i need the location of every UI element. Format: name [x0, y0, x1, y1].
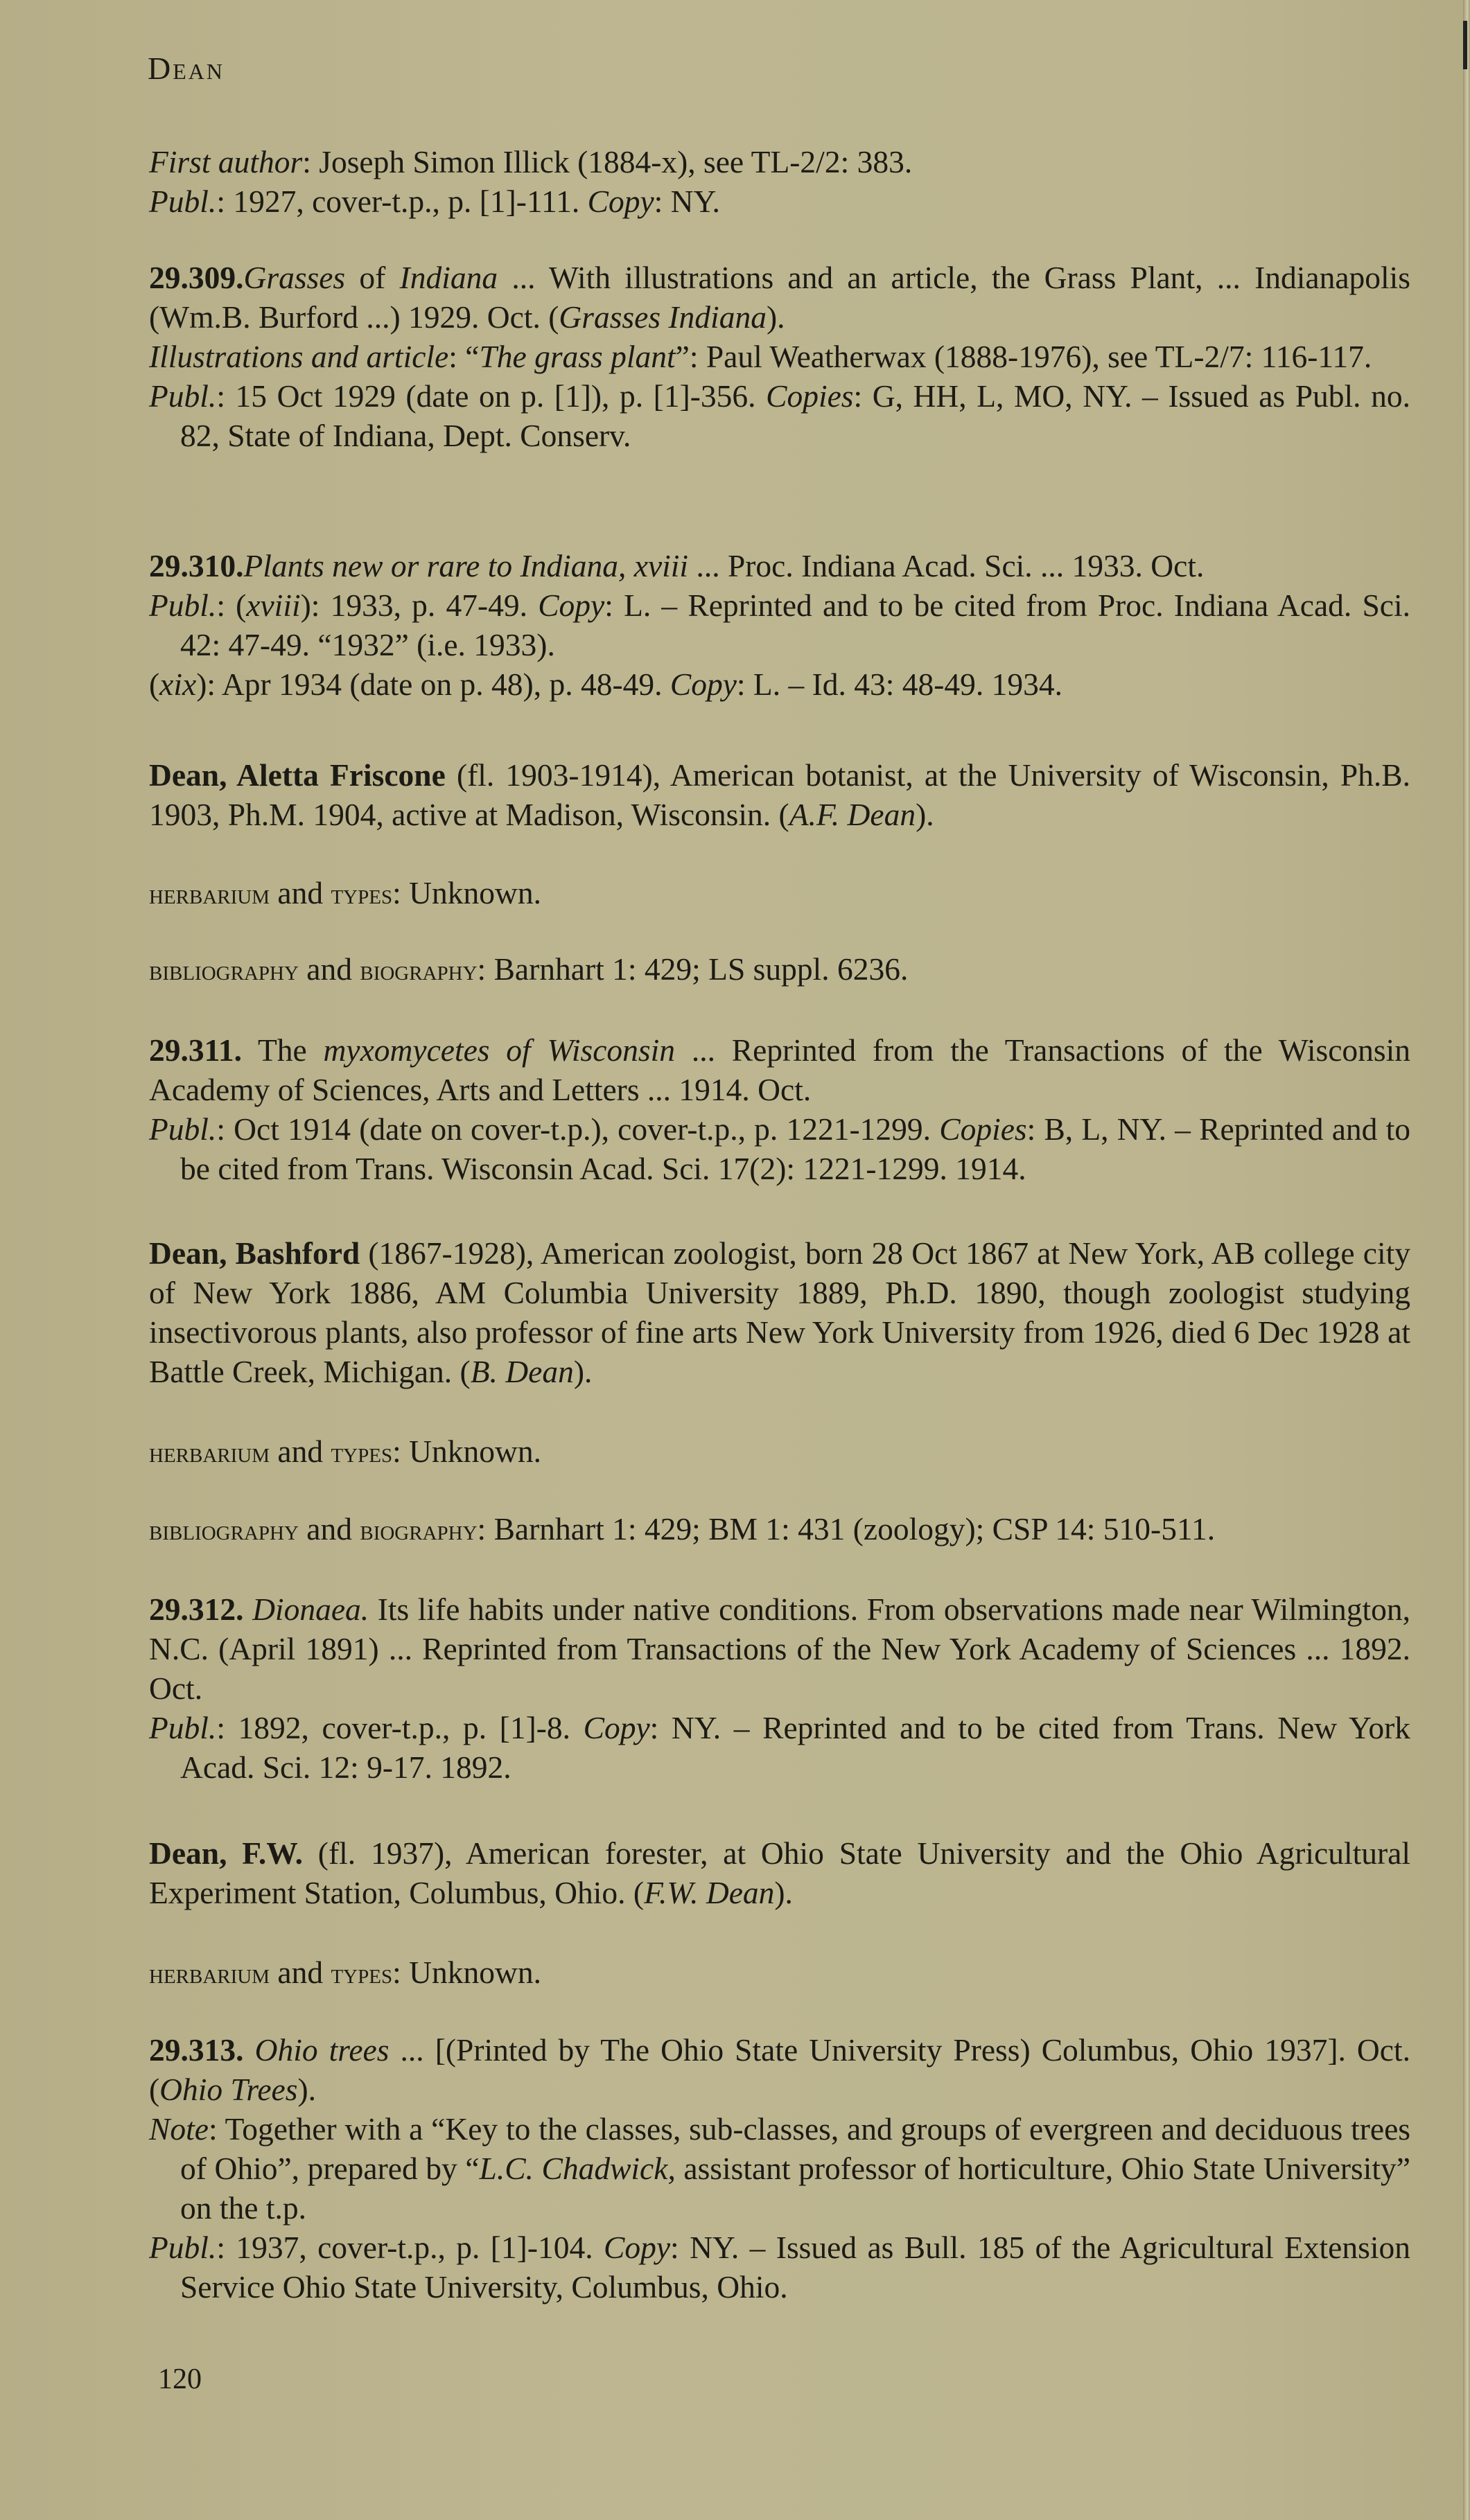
xix-line: (xix): Apr 1934 (date on p. 48), p. 48-49. Copy: L. – Id. 43: 48-49. 1934.: [149, 667, 1063, 702]
first-author-line: First author: Joseph Simon Illick (1884-x), see TL-2/2: 383.: [149, 144, 913, 179]
note-line: Note: Together with a “Key to the classes, sub-classes, and groups of evergreen and deciduous trees of Ohio”, prepared by “L.C. Chadwick, assistant professor of horticulture, Ohio State University” on the t.p.: [149, 2111, 1410, 2226]
continuation-block: [149, 142, 1410, 221]
bibliography-line: bibliography and biography: Barnhart 1: 429; LS suppl. 6236.: [149, 951, 909, 987]
publ-line: Publ.: Oct 1914 (date on cover-t.p.), cover-t.p., p. 1221-1299. Copies: B, L, NY. – Reprinted and to be cited from Trans. Wisconsin Acad. Sci. 17(2): 1221-1299. 1914.: [149, 1111, 1410, 1186]
page-number: 120: [158, 2363, 202, 2395]
entry-title: 29.310.Plants new or rare to Indiana, xviii ... Proc. Indiana Acad. Sci. ... 1933. Oct.: [149, 548, 1205, 583]
entry-title: 29.312. Dionaea. Its life habits under native conditions. From observations made near Wilmington, N.C. (April 1891) ... Reprinted from Transactions of the New York Academy of Sciences ... 1892. Oct.: [149, 1592, 1410, 1706]
illustrations-line: Illustrations and article: “The grass plant”: Paul Weatherwax (1888-1976), see TL-2/7: 116-117.: [149, 339, 1372, 374]
entry-title: 29.313. Ohio trees ... [(Printed by The Ohio State University Press) Columbus, Ohio 1937]. Oct. (Ohio Trees).: [149, 2032, 1410, 2107]
entry-29-312: [149, 1589, 1410, 1787]
herbarium-line: herbarium and types: Unknown.: [149, 1434, 541, 1469]
entry-title: 29.309.Grasses of Indiana ... With illustrations and an article, the Grass Plant, ... Indianapolis (Wm.B. Burford ...) 1929. Oct. (Grasses Indiana).: [149, 260, 1410, 335]
publ-line: Publ.: (xviii): 1933, p. 47-49. Copy: L. – Reprinted and to be cited from Proc. Indiana Acad. Sci. 42: 47-49. “1932” (i.e. 1933).: [149, 588, 1410, 662]
page-edge: [1463, 0, 1470, 2520]
entry-29-313: [149, 2030, 1410, 2307]
herbarium-line: herbarium and types: Unknown.: [149, 875, 541, 910]
entry-29-311: [149, 1030, 1410, 1188]
author-bashford-dean: [149, 1233, 1410, 1391]
publ-line: Publ.: 15 Oct 1929 (date on p. [1]), p. [1]-356. Copies: G, HH, L, MO, NY. – Issued as Publ. no. 82, State of Indiana, Dept. Conserv.: [149, 378, 1410, 453]
running-head: Dean: [148, 51, 225, 86]
author-aletta-dean: [149, 755, 1410, 834]
publ-line: Publ.: 1937, cover-t.p., p. [1]-104. Copy: NY. – Issued as Bull. 185 of the Agricultural Extension Service Ohio State University, Columbus, Ohio.: [149, 2230, 1410, 2305]
bibliography-line: bibliography and biography: Barnhart 1: 429; BM 1: 431 (zoology); CSP 14: 510-511.: [149, 1511, 1216, 1547]
entry-29-309: [149, 258, 1410, 455]
publ-line: Publ.: 1927, cover-t.p., p. [1]-111. Copy: NY.: [149, 184, 720, 219]
author-bio: Dean, F.W. (fl. 1937), American forester, at Ohio State University and the Ohio Agricultural Experiment Station, Columbus, Ohio. (F.W. Dean).: [149, 1835, 1410, 1910]
author-bio: Dean, Bashford (1867-1928), American zoologist, born 28 Oct 1867 at New York, AB college city of New York 1886, AM Columbia University 1889, Ph.D. 1890, though zoologist studying insectivorous plants, also professor of fine arts New York University from 1926, died 6 Dec 1928 at Battle Creek, Michigan. (B. Dean).: [149, 1235, 1410, 1389]
entry-title: 29.311. The myxomycetes of Wisconsin ... Reprinted from the Transactions of the Wisconsin Academy of Sciences, Arts and Letters ... 1914. Oct.: [149, 1032, 1410, 1107]
publ-line: Publ.: 1892, cover-t.p., p. [1]-8. Copy: NY. – Reprinted and to be cited from Trans. New York Acad. Sci. 12: 9-17. 1892.: [149, 1710, 1411, 1785]
author-fw-dean: [149, 1833, 1410, 1912]
herbarium-line: herbarium and types: Unknown.: [149, 1955, 541, 1990]
edge-mark: [1463, 21, 1467, 69]
author-bio: Dean, Aletta Friscone (fl. 1903-1914), American botanist, at the University of Wisconsin, Ph.B. 1903, Ph.M. 1904, active at Madison, Wisconsin. (A.F. Dean).: [149, 757, 1410, 832]
entry-29-310: [149, 546, 1410, 704]
